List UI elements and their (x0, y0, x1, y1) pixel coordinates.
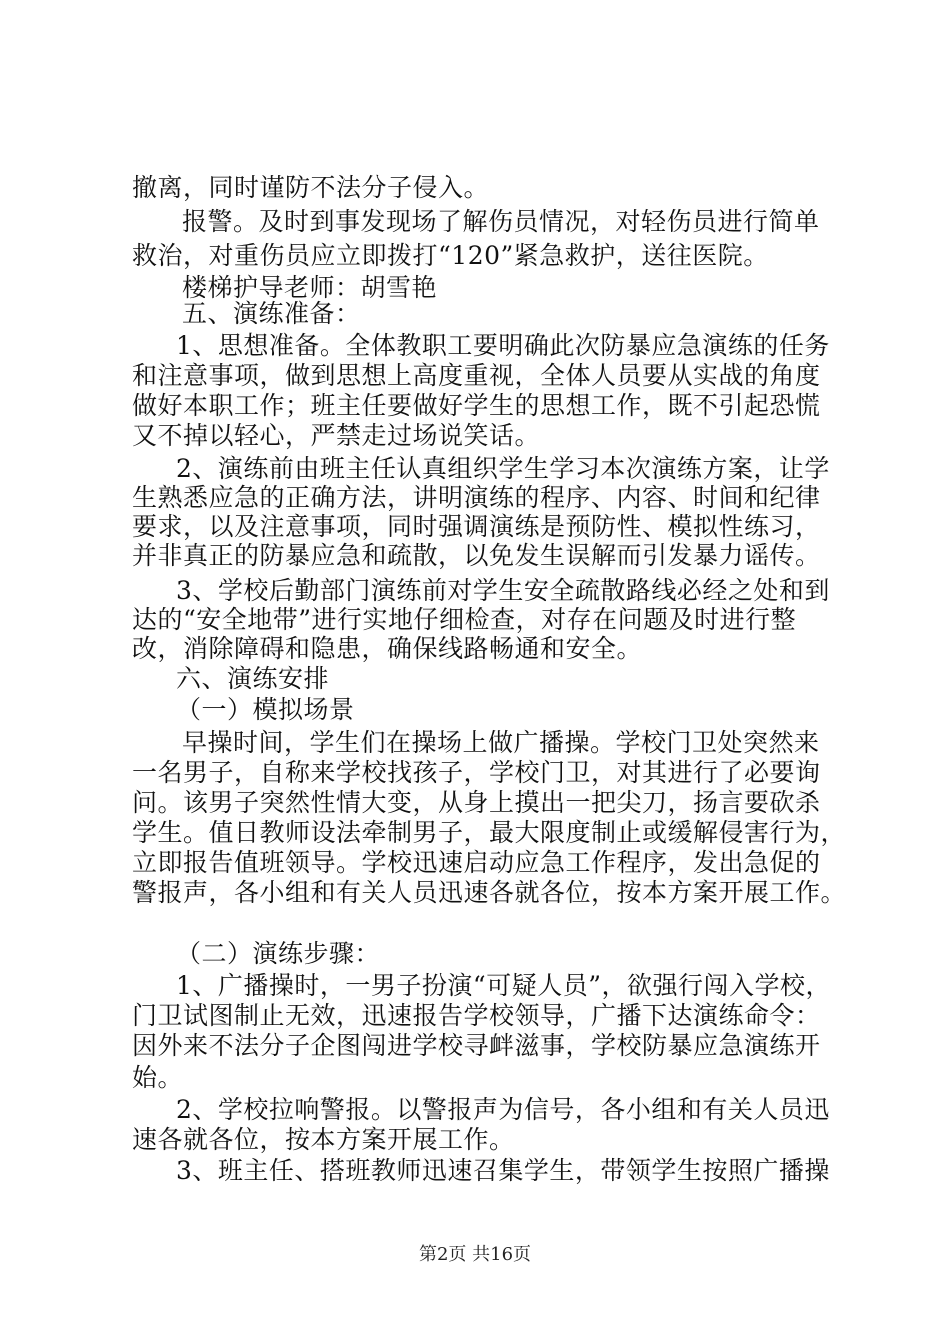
text-line: 速各就各位，按本方案开展工作。 (132, 1125, 515, 1154)
text-line: 警报声，各小组和有关人员迅速各就各位，按本方案开展工作。 (132, 878, 847, 907)
text-line: 生熟悉应急的正确方法，讲明演练的程序、内容、时间和纪律 (132, 483, 821, 512)
section-heading: 六、演练安排 (176, 664, 330, 693)
text-line: 问。该男子突然性情大变，从身上摸出一把尖刀，扬言要砍杀 (132, 788, 821, 817)
text-line: 改，消除障碍和隐患，确保线路畅通和安全。 (132, 634, 643, 663)
text-line: 并非真正的防暴应急和疏散，以免发生误解而引发暴力谣传。 (132, 541, 821, 570)
text-line: 3、学校后勤部门演练前对学生安全疏散路线必经之处和到 (176, 576, 830, 605)
text-line: 要求，以及注意事项，同时强调演练是预防性、模拟性练习， (132, 512, 821, 541)
text-line: 1、广播操时，一男子扮演“可疑人员”，欲强行闯入学校， (176, 971, 831, 1000)
text-line: 2、学校拉响警报。以警报声为信号，各小组和有关人员迅 (176, 1095, 830, 1124)
text-line: 和注意事项，做到思想上高度重视，全体人员要从实战的角度 (132, 361, 821, 390)
text-line: 3、班主任、搭班教师迅速召集学生，带领学生按照广播操 (176, 1156, 830, 1185)
text-line: 报警。及时到事发现场了解伤员情况，对轻伤员进行简单 (182, 207, 820, 236)
section-heading: 五、演练准备： (182, 299, 361, 328)
text-line: 2、演练前由班主任认真组织学生学习本次演练方案，让学 (176, 454, 830, 483)
text-line: 门卫试图制止无效，迅速报告学校领导，广播下达演练命令： (132, 1001, 821, 1030)
text-line: 一名男子，自称来学校找孩子，学校门卫，对其进行了必要询 (132, 758, 821, 787)
text-line: 1、思想准备。全体教职工要明确此次防暴应急演练的任务 (176, 331, 830, 360)
page-number: 第2页 共16页 (418, 1244, 532, 1265)
text-line: 救治，对重伤员应立即拨打“120”紧急救护，送往医院。 (132, 241, 769, 270)
text-line: 达的“安全地带”进行实地仔细检查，对存在问题及时进行整 (132, 605, 797, 634)
text-line: 立即报告值班领导。学校迅速启动应急工作程序，发出急促的 (132, 848, 821, 877)
text-line: 学生。值日教师设法牵制男子，最大限度制止或缓解侵害行为， (132, 818, 847, 847)
subsection-heading: （一）模拟场景 (176, 695, 355, 724)
text-line: 又不掉以轻心，严禁走过场说笑话。 (132, 421, 541, 450)
text-line: 因外来不法分子企图闯进学校寻衅滋事，学校防暴应急演练开 (132, 1031, 821, 1060)
text-line: 早操时间，学生们在操场上做广播操。学校门卫处突然来 (182, 728, 820, 757)
text-line: 做好本职工作；班主任要做好学生的思想工作，既不引起恐慌 (132, 391, 821, 420)
text-line: 撤离，同时谨防不法分子侵入。 (132, 173, 490, 202)
subsection-heading: （二）演练步骤： (176, 939, 381, 968)
text-line: 始。 (132, 1063, 184, 1092)
text-line: 楼梯护导老师：胡雪艳 (182, 273, 438, 302)
